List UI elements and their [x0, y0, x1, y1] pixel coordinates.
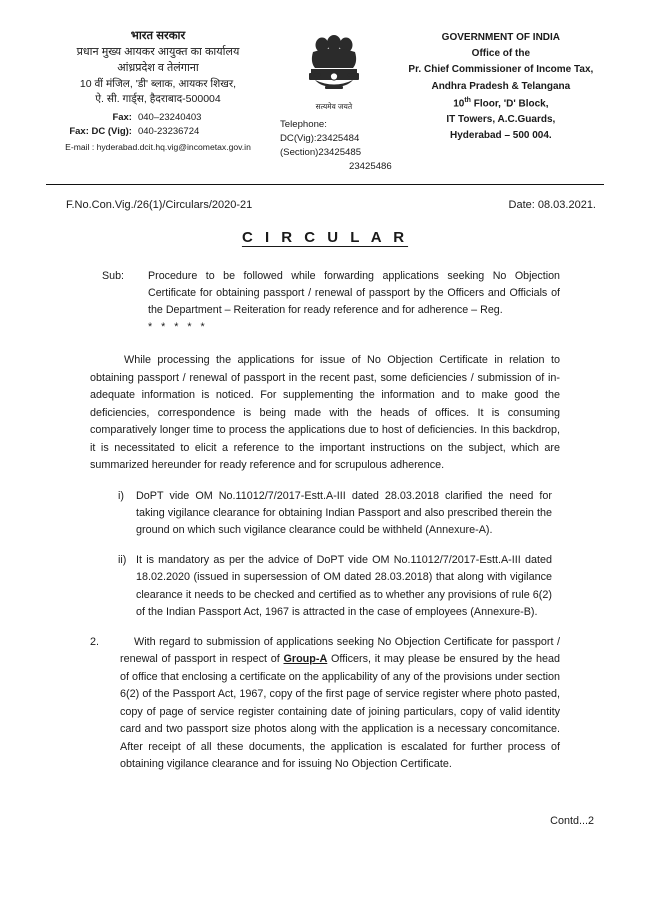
subject-text: Procedure to be followed while forwarding applications seeking No Objection Certificate for obtaining passport / renewal of passport by the Officers and Officials of the Department – Reiteration for ready reference and for adherence – Reg.: [148, 269, 560, 316]
list-item: [118, 488, 560, 540]
fax-row: [46, 111, 270, 125]
paragraph-1: While processing the applications for issue of No Objection Certificate in relation to obtaining passport / renewal of passport in the recent past, some deficiencies / submission of in-adequate information is noticed. For supplementing the information and to make good the deficiencies, correspondence is being made with the heads of offices. It is consuming comparatively longer time to process the applications due to host of deficiencies. In this backdrop, it is necessitated to elicit a reference to the important instructions on the subject, which are summarized hereunder for ready reference and for scrupulous adherence.: [90, 354, 560, 472]
hindi-office-line: प्रधान मुख्य आयकर आयुक्त का कार्यालय: [76, 45, 240, 58]
paragraph-2: [90, 634, 560, 774]
city-line: Hyderabad – 500 004.: [449, 130, 552, 142]
govt-of-india-line: GOVERNMENT OF INDIA: [441, 32, 561, 43]
hindi-address-line1: 10 वीं मंजिल, 'डी' ब्लाक, आयकर शिखर,: [79, 77, 237, 90]
floor-ordinal: th: [464, 96, 471, 104]
list-item-marker: ii): [118, 553, 127, 566]
fax-block: [46, 111, 270, 154]
list-item-text: DoPT vide OM No.11012/7/2017-Estt.A-III dated 28.03.2018 clarified the need for taking vigilance clearance for obtaining Indian Passport and also prescribed therein the ground on which such vigilance clearance could be withheld (Annexure-A).: [136, 489, 552, 537]
region-line: Andhra Pradesh & Telangana: [431, 80, 571, 92]
telephone-section: (Section)23425485: [279, 146, 362, 158]
stars-row: [46, 319, 604, 336]
india-national-emblem-icon: [301, 30, 367, 104]
telephone-dcvig: DC(Vig):23425484: [279, 132, 360, 144]
stars-separator: * * * * *: [148, 321, 208, 333]
list-item-text: It is mandatory as per the advice of DoPT vide OM No.11012/7/2017-Estt.A-III dated 18.02.2020 (issued in supersession of OM dated 28.03.2018) that along with vigilance clearance it needs to be checked and certified as to whether any provisions of rule 6(2) of the Indian Passport Act, 1967 is attracted in the case of employees (Annexure-B).: [136, 553, 552, 619]
office-of-the-line: Office of the: [471, 48, 531, 60]
paragraph-2-part-b: Officers, it may please be ensured by the head of office that enclosing a certificate on the applicability of any of the provisions under section 6(2) of the Passport Act, 1967, copy of the first page of service register where photo pasted, copy of page of service register containing date of joining particulars, copy of valid identity card and two passport size photos along with the application is a necessary concomitance. After receipt of all these documents, the application is escalated for further process of obtaining vigilance clearance and for issuing No Objection Certificate.: [120, 653, 560, 771]
email-line: E-mail : hyderabad.dcit.hq.vig@incometax.gov.in: [65, 142, 251, 153]
floor-rest: Floor, 'D' Block,: [470, 98, 549, 110]
paragraph-2-number: 2.: [90, 635, 100, 648]
roman-list: [90, 488, 560, 622]
header-divider: [46, 184, 604, 185]
contd-footer: Contd...2: [550, 815, 594, 827]
fax-label: Fax:: [112, 111, 132, 123]
floor-number: 10: [453, 98, 465, 110]
subject-label: Sub:: [102, 269, 124, 282]
hindi-address-line2: ऐ. सी. गार्ड्स, हैदराबाद-500004: [95, 92, 221, 105]
fax-value: 040–23240403: [137, 111, 202, 123]
hindi-govt-of-india: भारत सरकार: [130, 30, 186, 42]
emblem-motto: सत्यमेव जयते: [315, 102, 353, 111]
floor-line: [398, 95, 604, 113]
letter-date: Date: 08.03.2021.: [508, 198, 596, 211]
subject-block: [46, 268, 604, 319]
group-a-underlined: Group-A: [283, 653, 328, 666]
paragraph-2-text: [120, 634, 560, 774]
reference-row: [46, 199, 604, 211]
list-item-marker: i): [118, 489, 124, 502]
letterhead-emblem-block: [270, 28, 398, 174]
letterhead-english-block: [398, 28, 604, 145]
list-item: [118, 552, 560, 622]
telephone-label: Telephone:: [279, 119, 327, 130]
tower-line: IT Towers, A.C.Guards,: [446, 114, 556, 126]
file-number: F.No.Con.Vig./26(1)/Circulars/2020-21: [66, 198, 253, 211]
fax-dc-label: Fax: DC (Vig):: [69, 126, 132, 138]
fax-dc-row: [46, 125, 270, 139]
telephone-extra: 23425486: [349, 160, 392, 172]
letterhead-hindi-block: [46, 28, 270, 154]
letterhead: [46, 28, 604, 174]
telephone-block: [270, 118, 398, 174]
fax-dc-value: 040-23236724: [137, 126, 200, 138]
paragraph-2-part-a: With regard to submission of applications seeking No Objection Certificate for passport / renewal of passport in respect of: [120, 635, 560, 666]
document-title: C I R C U L A R: [241, 228, 409, 246]
document-body: [46, 352, 604, 774]
pccit-line: Pr. Chief Commissioner of Income Tax,: [408, 64, 594, 76]
hindi-state-line: आंध्रप्रदेश व तेलंगाना: [117, 61, 199, 74]
